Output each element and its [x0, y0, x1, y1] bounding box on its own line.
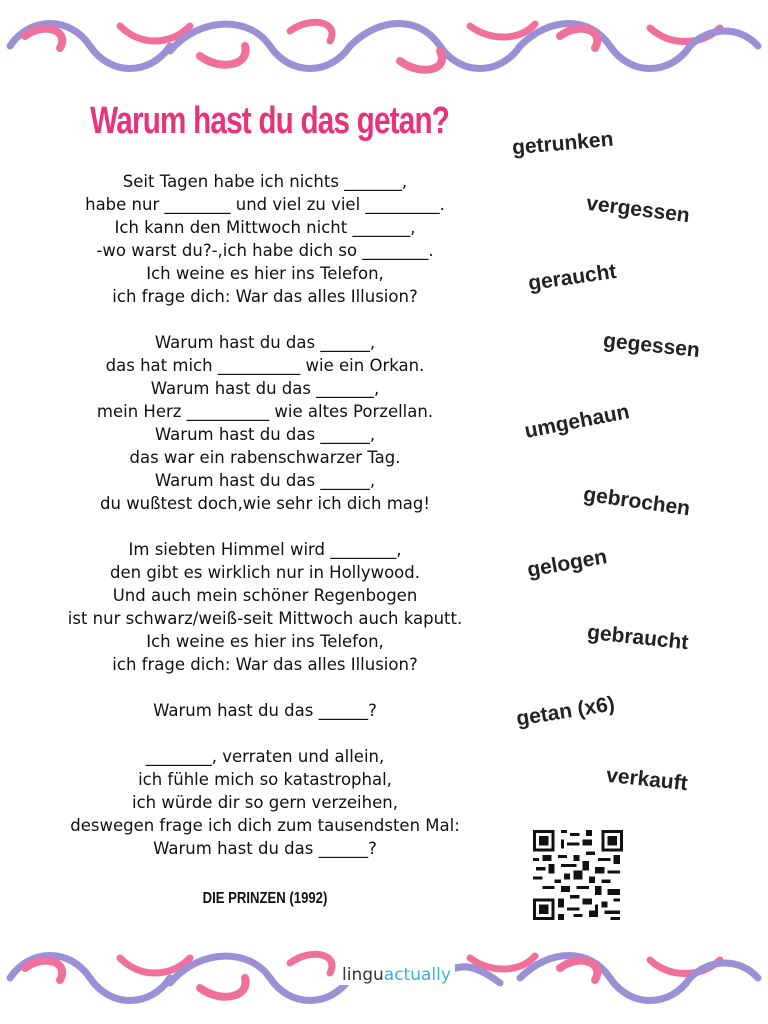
song-lyrics [30, 170, 500, 883]
lyric-line: ________, verraten und allein, [145, 747, 385, 766]
lyric-line: ist nur schwarz/weiß-seit Mittwoch auch kaputt. [67, 609, 463, 628]
lyric-line: Und auch mein schöner Regenbogen [112, 586, 418, 605]
lyric-line: Warum hast du das ______, [154, 333, 376, 352]
word-bank-item: gelogen [525, 545, 609, 582]
top-decorative-border [0, 6, 768, 86]
lyric-line: Warum hast du das ______? [153, 701, 377, 720]
word-bank-item: geraucht [526, 259, 618, 296]
lyric-line: mein Herz __________ wie altes Porzellan. [96, 402, 434, 421]
lyric-line: ich frage dich: War das alles Illusion? [112, 287, 418, 306]
page-title: Warum hast du das getan? [90, 100, 450, 142]
lyric-line: -wo warst du?-,ich habe dich so ________. [96, 241, 434, 260]
lyric-line: du wußtest doch,wie sehr ich dich mag! [100, 494, 430, 513]
stanza [30, 699, 500, 722]
logo-text-part2: actually [383, 965, 451, 985]
lyric-line: Ich weine es hier ins Telefon, [146, 632, 384, 651]
word-bank-item: vergessen [585, 191, 691, 228]
lyric-line: Ich weine es hier ins Telefon, [146, 264, 384, 283]
lyric-line: das war ein rabenschwarzer Tag. [129, 448, 401, 467]
lyric-line: Warum hast du das _______, [150, 379, 380, 398]
lyric-line: Seit Tagen habe ich nichts _______, [122, 172, 408, 191]
lyric-line: das hat mich __________ wie ein Orkan. [105, 356, 425, 375]
qr-code[interactable] [530, 830, 626, 920]
stanza [30, 538, 500, 676]
word-bank-item: umgehaun [522, 400, 632, 443]
lyric-line: habe nur ________ und viel zu viel _________. [85, 195, 445, 214]
word-bank-item: verkauft [605, 763, 689, 796]
lyric-line: Warum hast du das ______? [153, 839, 377, 858]
stanza [30, 745, 500, 860]
word-bank-item: gegessen [602, 329, 701, 363]
lyric-line: den gibt es wirklich nur in Hollywood. [110, 563, 420, 582]
lyric-line: Ich kann den Mittwoch nicht _______, [114, 218, 416, 237]
song-credit: DIE PRINZEN (1992) [202, 890, 328, 907]
word-bank-item: getan (x6) [514, 692, 617, 731]
brand-logo[interactable] [338, 965, 455, 985]
word-bank-item: getrunken [511, 127, 615, 160]
lyric-line: ich frage dich: War das alles Illusion? [112, 655, 418, 674]
word-bank-item: gebraucht [586, 620, 690, 655]
lyric-line: Warum hast du das ______, [154, 425, 376, 444]
lyric-line: deswegen frage ich dich zum tausendsten Mal: [70, 816, 460, 835]
lyric-line: Warum hast du das ______, [154, 471, 376, 490]
lyric-line: ich würde dir so gern verzeihen, [132, 793, 398, 812]
stanza [30, 170, 500, 308]
stanza [30, 331, 500, 515]
word-bank-item: gebrochen [581, 482, 692, 521]
logo-text-part1: lingu [342, 965, 384, 985]
lyric-line: ich fühle mich so katastrophal, [138, 770, 392, 789]
lyric-line: Im siebten Himmel wird ________, [128, 540, 402, 559]
